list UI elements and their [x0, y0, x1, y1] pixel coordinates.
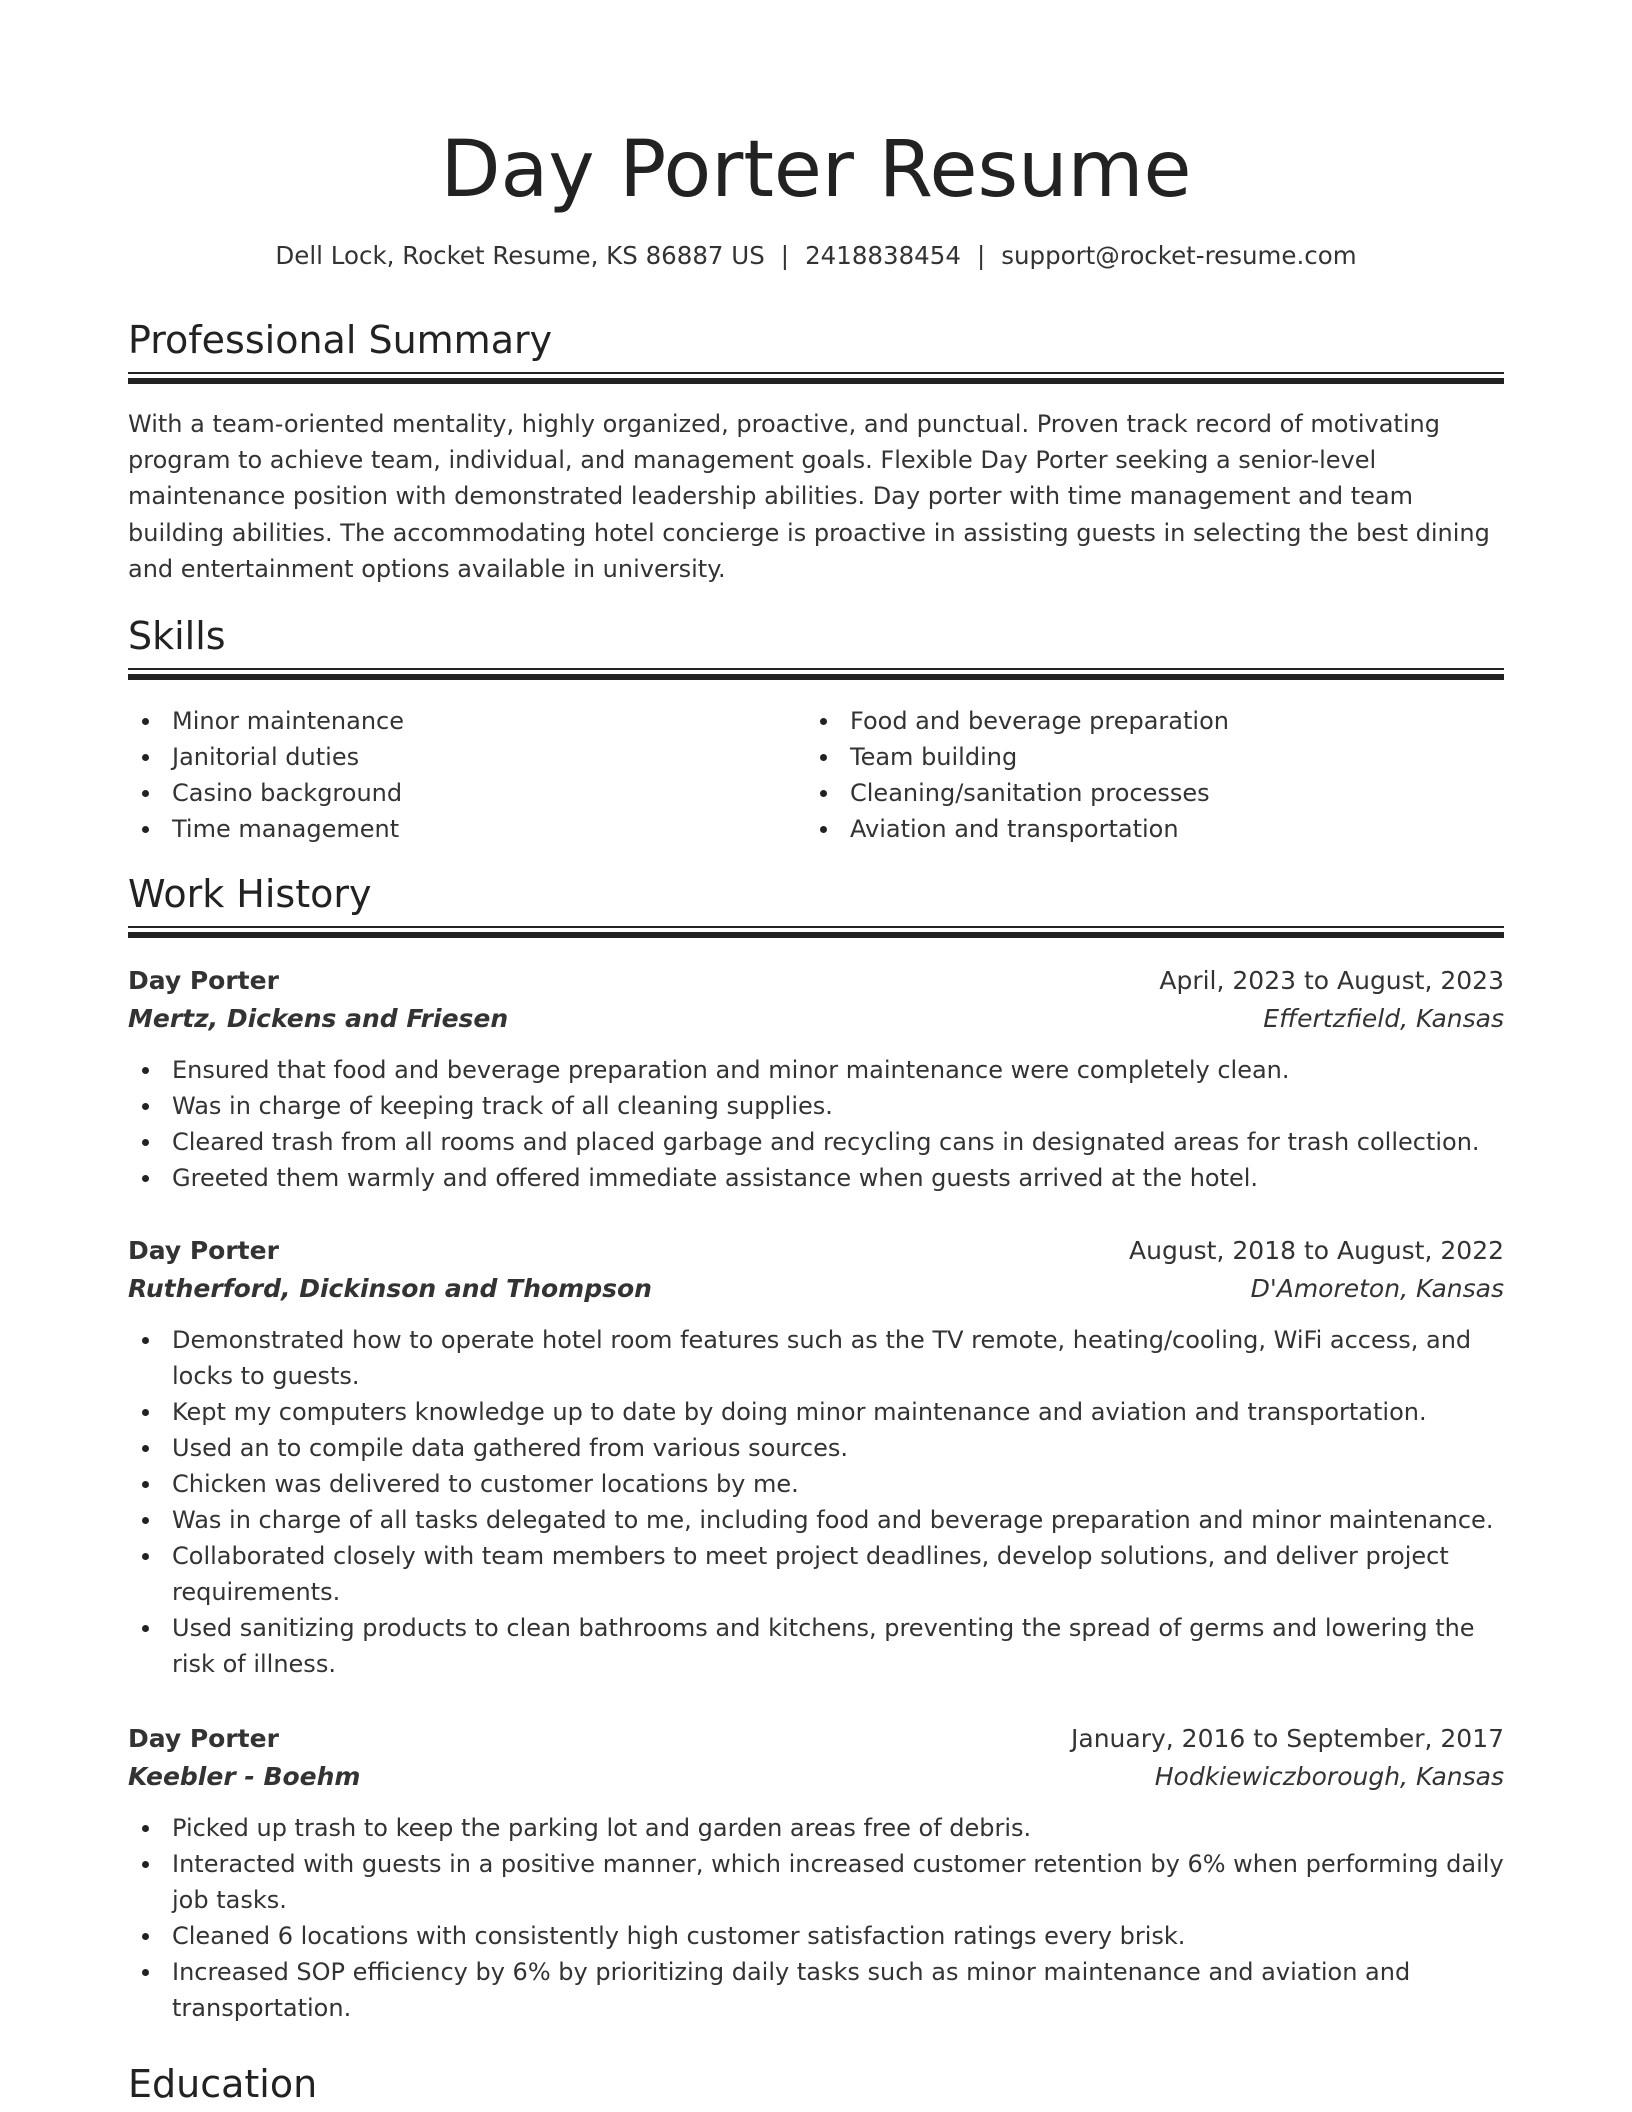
- job-dates: January, 2016 to September, 2017: [1071, 1724, 1504, 1753]
- section-divider-thick: [128, 674, 1504, 680]
- job-bullet: Greeted them warmly and offered immediate assistance when guests arrived at the hotel.: [128, 1160, 1504, 1196]
- section-divider-thick: [128, 378, 1504, 384]
- job-location: Hodkiewiczborough, Kansas: [1154, 1762, 1504, 1791]
- job-entry: [128, 1232, 1504, 1682]
- job-company-row: [128, 1270, 1504, 1308]
- job-bullet: Used sanitizing products to clean bathrooms and kitchens, preventing the spread of germs and lowering the risk of illness.: [128, 1610, 1504, 1682]
- job-bullet: Was in charge of keeping track of all cleaning supplies.: [128, 1088, 1504, 1124]
- skills-list: [128, 703, 1504, 847]
- skill-item: Cleaning/sanitation processes: [806, 775, 1484, 811]
- job-location: D'Amoreton, Kansas: [1250, 1274, 1504, 1303]
- job-company: Mertz, Dickens and Friesen: [128, 1004, 509, 1033]
- job-bullets: [128, 1322, 1504, 1682]
- work-heading: Work History: [128, 872, 372, 916]
- skills-column-right: [806, 703, 1484, 847]
- education-heading: Education: [128, 2062, 318, 2106]
- section-divider-thin: [128, 372, 1504, 374]
- job-dates: April, 2023 to August, 2023: [1159, 966, 1504, 995]
- contact-address: Dell Lock, Rocket Resume, KS 86887 US: [275, 241, 765, 270]
- job-company: Rutherford, Dickinson and Thompson: [128, 1274, 652, 1303]
- job-title: Day Porter: [128, 1724, 279, 1753]
- job-bullet: Cleaned 6 locations with consistently high customer satisfaction ratings every brisk.: [128, 1918, 1504, 1954]
- job-title: Day Porter: [128, 1236, 279, 1265]
- skill-item: Time management: [128, 811, 806, 847]
- contact-separator: |: [780, 241, 790, 270]
- skill-item: Food and beverage preparation: [806, 703, 1484, 739]
- contact-phone: 2418838454: [805, 241, 961, 270]
- job-bullet: Interacted with guests in a positive manner, which increased customer retention by 6% when performing daily job tasks.: [128, 1846, 1504, 1918]
- job-bullet: Used an to compile data gathered from various sources.: [128, 1430, 1504, 1466]
- job-bullets: [128, 1052, 1504, 1196]
- contact-line: [128, 238, 1504, 274]
- work-section-header: [128, 870, 1504, 938]
- contact-separator: |: [976, 241, 986, 270]
- job-bullet: Collaborated closely with team members to meet project deadlines, develop solutions, and deliver project requirements.: [128, 1538, 1504, 1610]
- job-company-row: [128, 1000, 1504, 1038]
- job-bullets: [128, 1810, 1504, 2026]
- job-header-row: [128, 1720, 1504, 1758]
- skills-column-left: [128, 703, 806, 847]
- job-header-row: [128, 1232, 1504, 1270]
- job-bullet: Increased SOP efficiency by 6% by prioritizing daily tasks such as minor maintenance and aviation and transportation.: [128, 1954, 1504, 2026]
- job-bullet: Picked up trash to keep the parking lot and garden areas free of debris.: [128, 1810, 1504, 1846]
- summary-text: With a team-oriented mentality, highly organized, proactive, and punctual. Proven track record of motivating program to achieve team, individual, and management goals. Flexible Day Porter seeking a senior-level maintenance position with demonstrated leadership abilities. Day porter with time management and team building abilities. The accommodating hotel concierge is proactive in assisting guests in selecting the best dining and entertainment options available in university.: [128, 410, 1490, 583]
- section-divider-thick: [128, 932, 1504, 938]
- job-bullet: Ensured that food and beverage preparation and minor maintenance were completely clean.: [128, 1052, 1504, 1088]
- summary-heading: Professional Summary: [128, 318, 553, 362]
- skill-item: Team building: [806, 739, 1484, 775]
- job-title: Day Porter: [128, 966, 279, 995]
- section-divider-thin: [128, 668, 1504, 670]
- section-divider-thin: [128, 926, 1504, 928]
- job-company: Keebler - Boehm: [128, 1762, 361, 1791]
- job-bullet: Was in charge of all tasks delegated to me, including food and beverage preparation and minor maintenance.: [128, 1502, 1504, 1538]
- job-header-row: [128, 962, 1504, 1000]
- job-bullet: Demonstrated how to operate hotel room features such as the TV remote, heating/cooling, WiFi access, and locks to guests.: [128, 1322, 1504, 1394]
- contact-email: support@rocket-resume.com: [1001, 241, 1357, 270]
- summary-section-header: [128, 316, 1504, 384]
- job-bullet: Cleared trash from all rooms and placed garbage and recycling cans in designated areas for trash collection.: [128, 1124, 1504, 1160]
- skill-item: Minor maintenance: [128, 703, 806, 739]
- job-company-row: [128, 1758, 1504, 1796]
- skills-section-header: [128, 612, 1504, 680]
- job-location: Effertzfield, Kansas: [1263, 1004, 1504, 1033]
- skills-heading: Skills: [128, 614, 226, 658]
- education-section-header: [128, 2060, 1504, 2108]
- job-bullet: Kept my computers knowledge up to date by doing minor maintenance and aviation and transportation.: [128, 1394, 1504, 1430]
- job-dates: August, 2018 to August, 2022: [1129, 1236, 1504, 1265]
- job-bullet: Chicken was delivered to customer locations by me.: [128, 1466, 1504, 1502]
- page-title: Day Porter Resume: [440, 125, 1192, 215]
- skill-item: Casino background: [128, 775, 806, 811]
- skill-item: Janitorial duties: [128, 739, 806, 775]
- job-entry: [128, 962, 1504, 1196]
- skill-item: Aviation and transportation: [806, 811, 1484, 847]
- job-entry: [128, 1720, 1504, 2026]
